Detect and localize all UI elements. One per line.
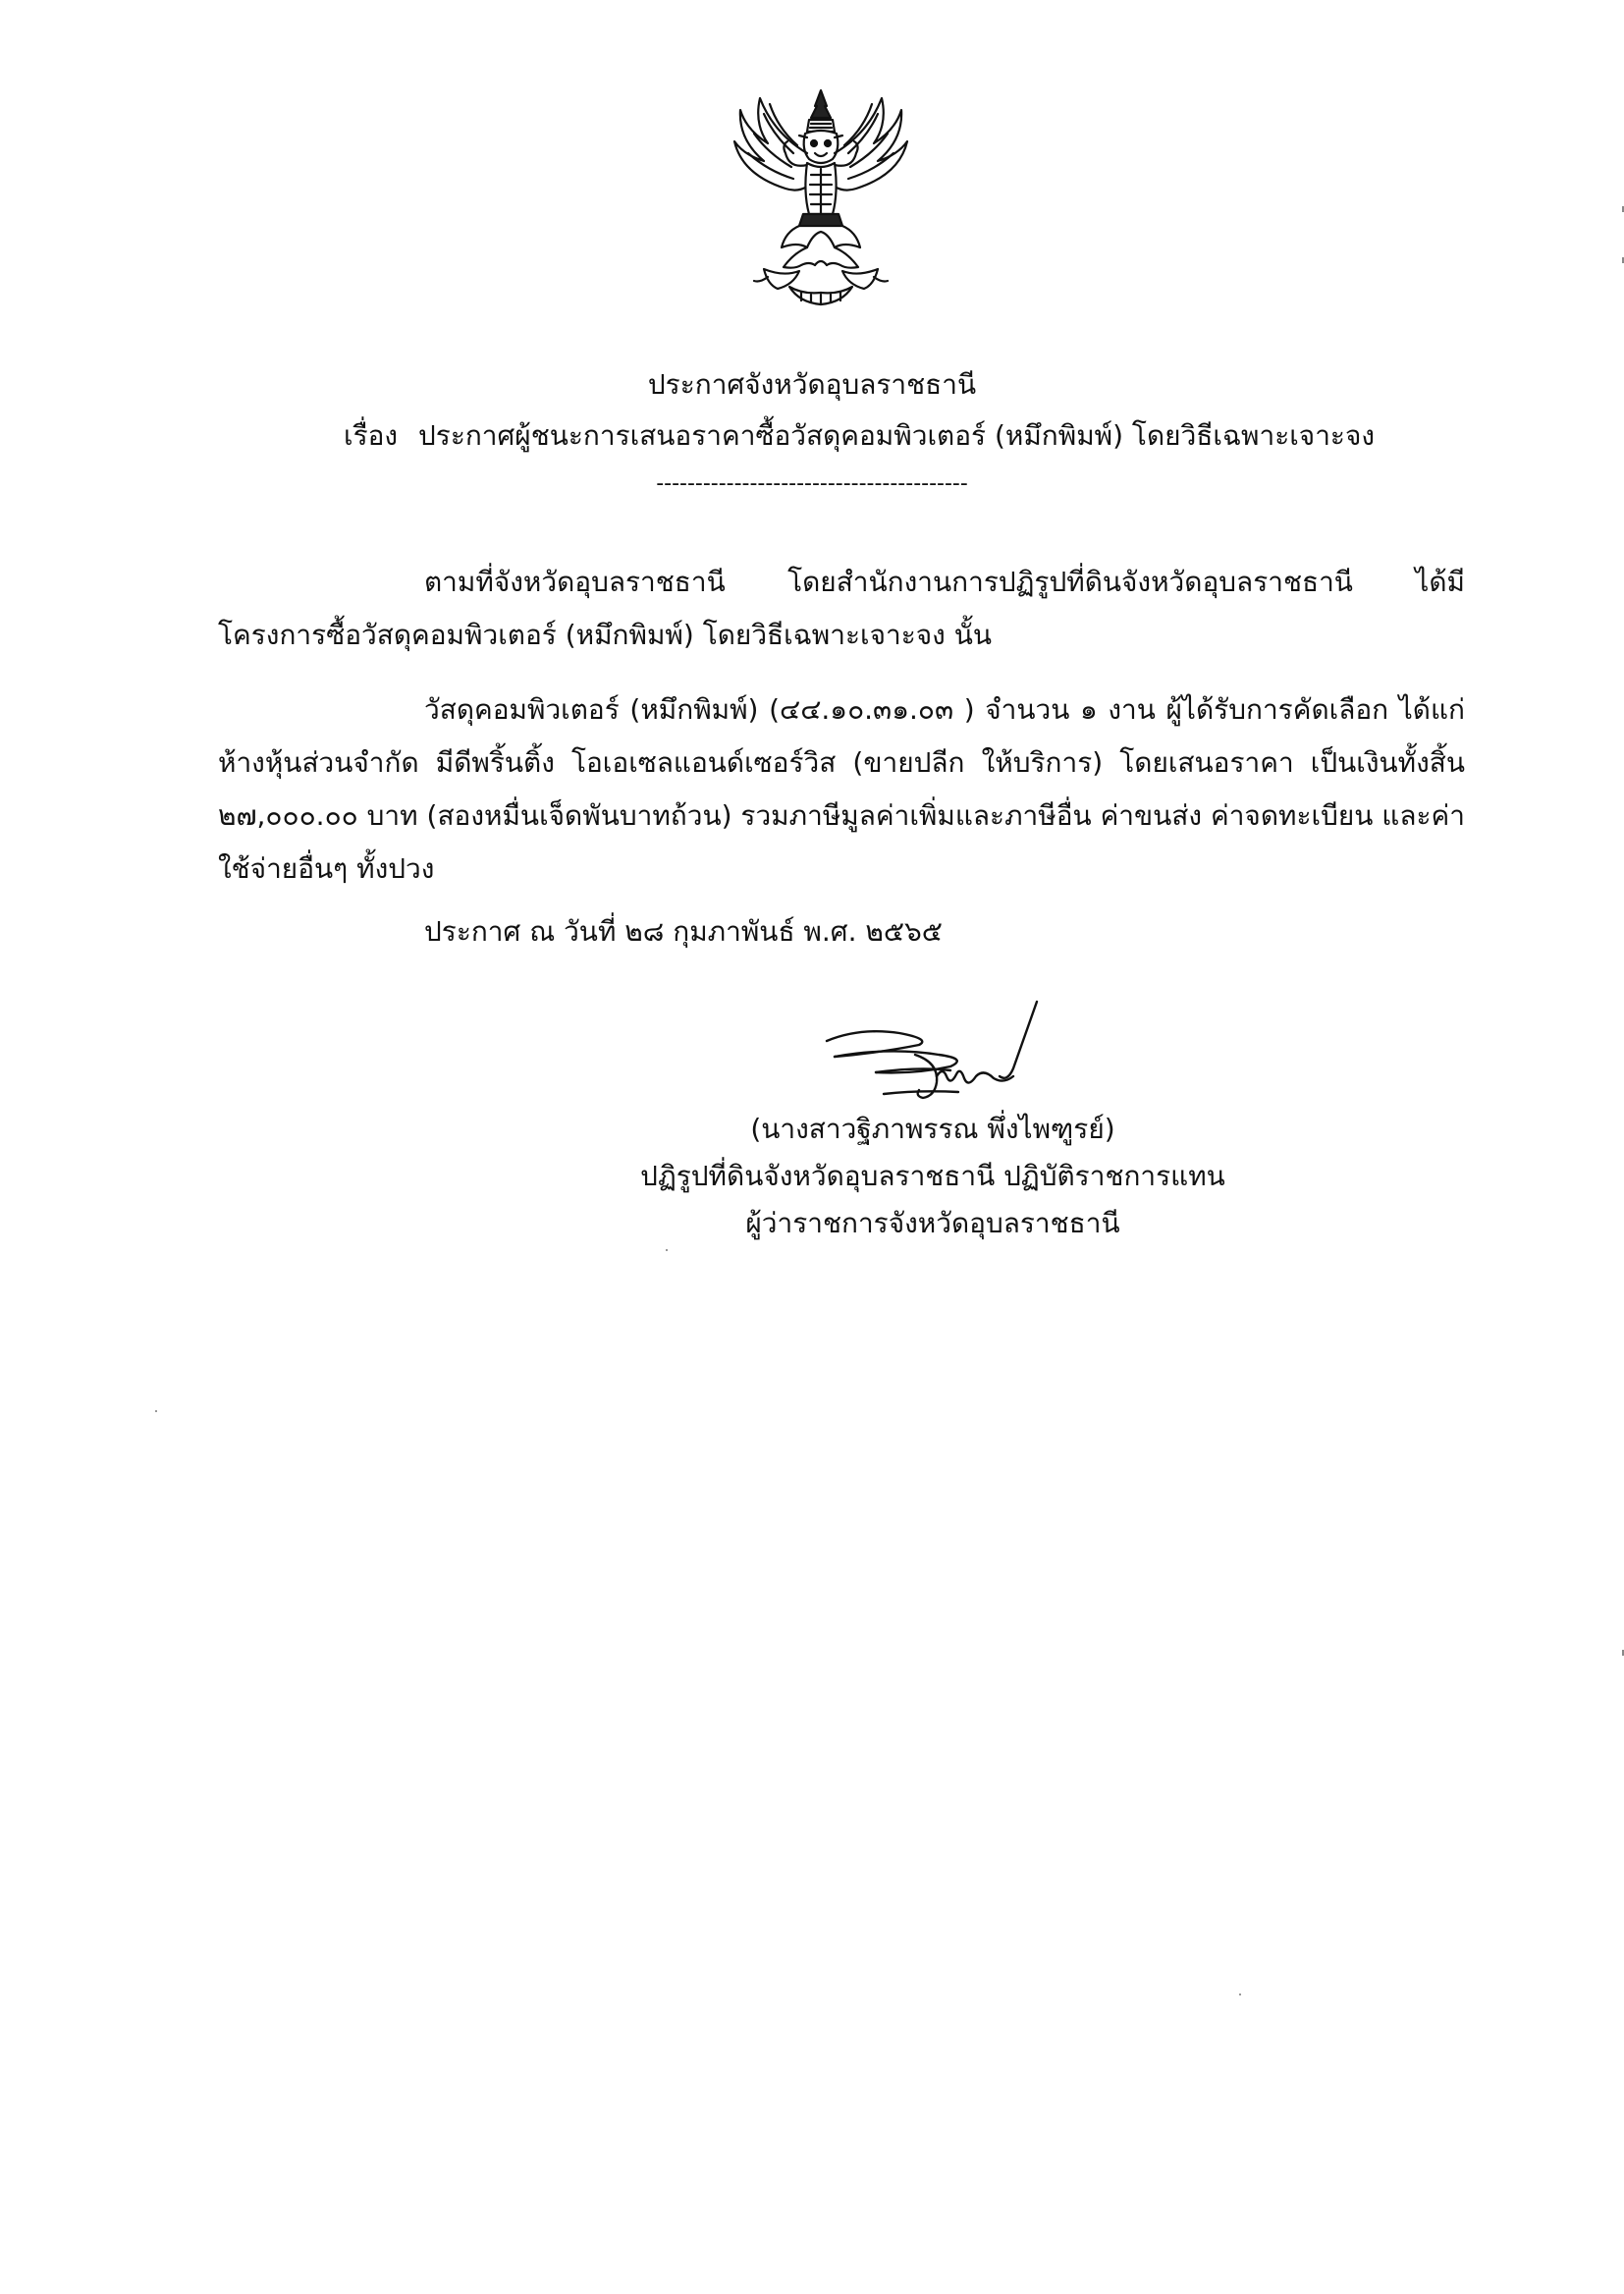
signer-name: (นางสาวฐิภาพรรณ พึ่งไพฑูรย์) (750, 1113, 1115, 1145)
scan-speck (155, 1410, 157, 1412)
body-paragraph-1: ตามที่จังหวัดอุบลราชธานี โดยสำนักงานการปฏิรูปที่ดินจังหวัดอุบลราชธานี ได้มีโครงการซื้อวัสดุคอมพิวเตอร์ (หมึกพิมพ์) โดยวิธีเฉพาะเจาะจง นั้น (218, 566, 1465, 651)
signature-block (589, 1106, 1276, 1247)
announcement-title: ประกาศจังหวัดอุบลราชธานี (647, 368, 977, 401)
announce-date: ประกาศ ณ วันที่ ๒๘ กุมภาพันธ์ พ.ศ. ๒๕๖๕ (424, 915, 943, 948)
garuda-emblem-icon (725, 84, 917, 312)
subject-label: เรื่อง (344, 419, 399, 452)
title-divider: ---------------------------------------- (656, 471, 968, 496)
subject-text: ประกาศผู้ชนะการเสนอราคาซื้อวัสดุคอมพิวเตอร์ (หมึกพิมพ์) โดยวิธีเฉพาะเจาะจง (418, 419, 1376, 452)
scan-speck (1239, 1994, 1241, 1995)
scan-speck (666, 1249, 668, 1251)
handwritten-signature (821, 998, 1053, 1108)
signer-position: ปฏิรูปที่ดินจังหวัดอุบลราชธานี ปฏิบัติราชการแทน (640, 1160, 1225, 1192)
body-paragraph-2: วัสดุคอมพิวเตอร์ (หมึกพิมพ์) (๔๔.๑๐.๓๑.๐๓ ) จำนวน ๑ งาน ผู้ได้รับการคัดเลือก ได้แก่ ห้างหุ้นส่วนจำกัด มีดีพริ้นติ้ง โอเอเซลแอนด์เซอร์วิส (ขายปลีก ให้บริการ) โดยเสนอราคา เป็นเงินทั้งสิ้น ๒๗,๐๐๐.๐๐ บาท (สองหมื่นเจ็ดพันบาทถ้วน) รวมภาษีมูลค่าเพิ่มและภาษีอื่น ค่าขนส่ง ค่าจดทะเบียน และค่าใช้จ่ายอื่นๆ ทั้งปวง (218, 693, 1465, 885)
subject-line (344, 416, 1375, 456)
signer-acting-for: ผู้ว่าราชการจังหวัดอุบลราชธานี (745, 1207, 1120, 1239)
